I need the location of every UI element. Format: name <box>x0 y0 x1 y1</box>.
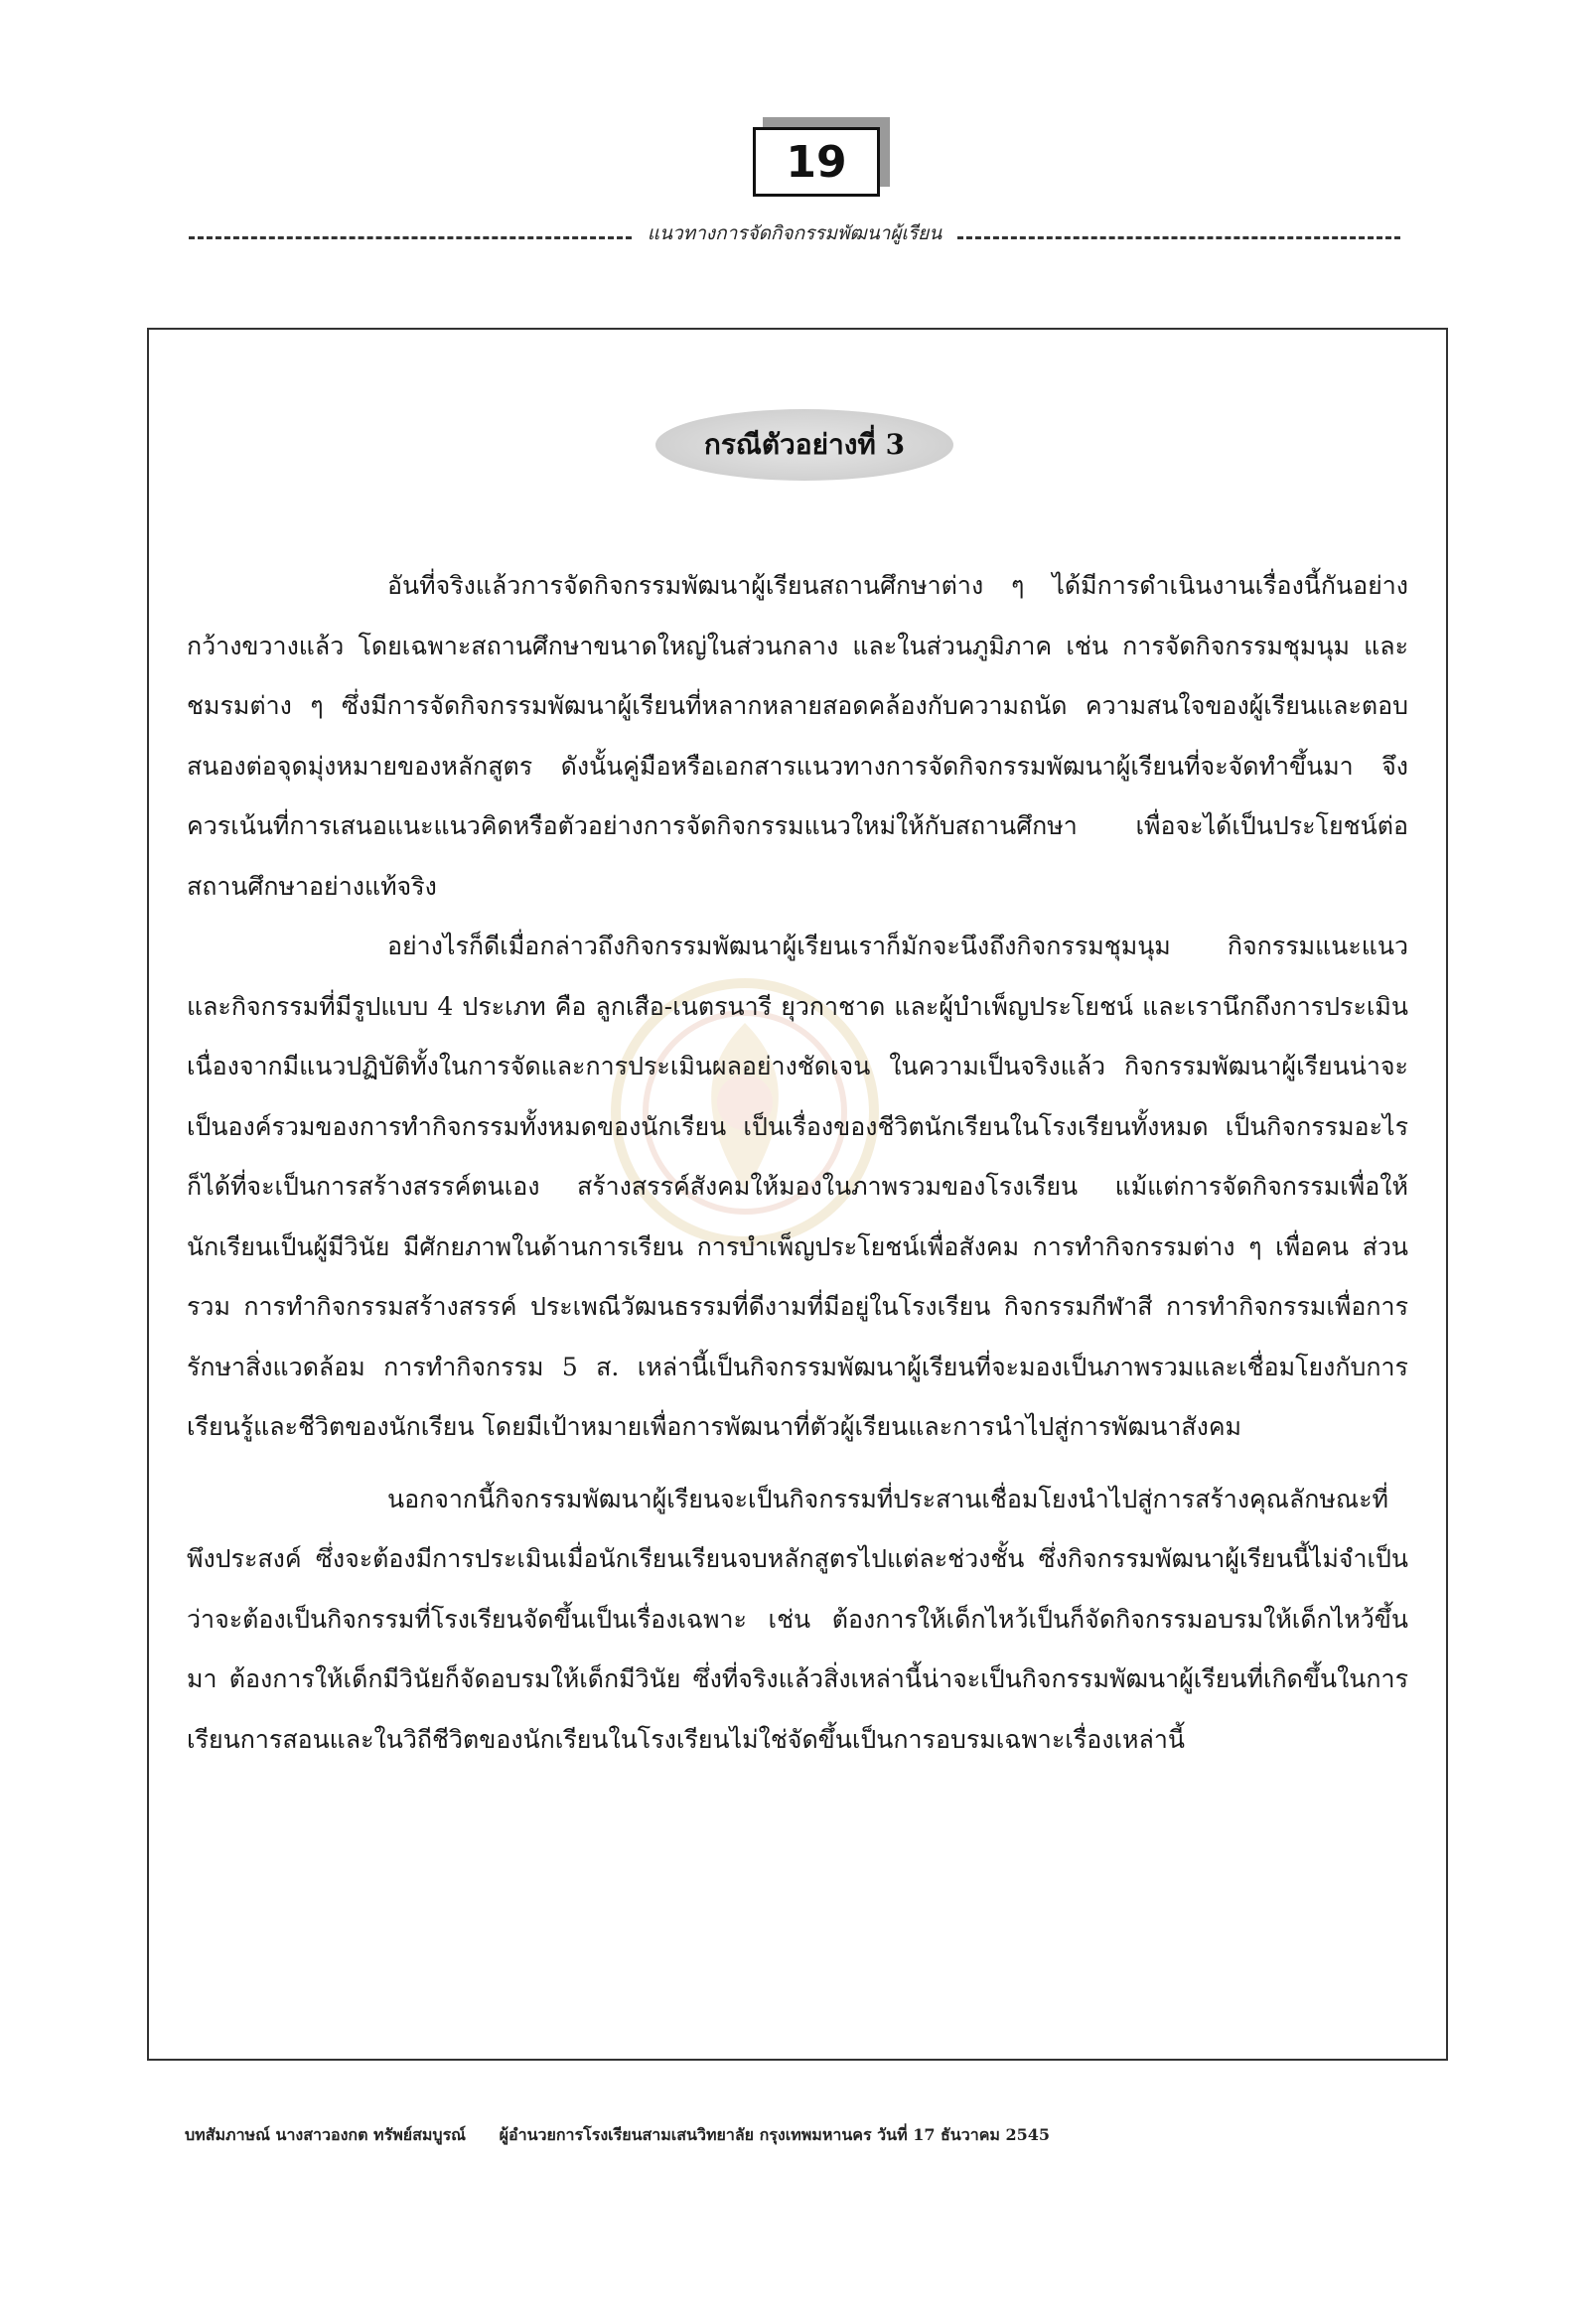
page-number: 19 <box>753 127 880 197</box>
footer <box>185 2123 1416 2148</box>
body-text <box>187 556 1408 1770</box>
footer-interview: บทสัมภาษณ์ นางสาวองกต ทรัพย์สมบูรณ์ <box>185 2125 467 2144</box>
header-rule-left <box>189 236 632 239</box>
case-title: กรณีตัวอย่างที่ 3 <box>655 409 953 481</box>
paragraph: อย่างไรก็ดีเมื่อกล่าวถึงกิจกรรมพัฒนาผู้เรียนเราก็มักจะนึงถึงกิจกรรมชุมนุม กิจกรรมแนะแนว และกิจกรรมที่มีรูปแบบ 4 ประเภท คือ ลูกเสือ-เนตรนารี ยุวกาชาด และผู้บำเพ็ญประโยชน์ และเรานึกถึงการประเมิน เนื่องจากมีแนวปฏิบัติทั้งในการจัดและการประเมินผลอย่างชัดเจน ในความเป็นจริงแล้ว กิจกรรมพัฒนาผู้เรียนน่าจะเป็นองค์รวมของการทำกิจกรรมทั้งหมดของนักเรียน เป็นเรื่องของชีวิตนักเรียนในโรงเรียนทั้งหมด เป็นกิจกรรมอะไรก็ได้ที่จะเป็นการสร้างสรรค์ตนเอง สร้างสรรค์สังคมให้มองในภาพรวมของโรงเรียน แม้แต่การจัดกิจกรรมเพื่อให้นักเรียนเป็นผู้มีวินัย มีศักยภาพในด้านการเรียน การบำเพ็ญประโยชน์เพื่อสังคม การทำกิจกรรมต่าง ๆ เพื่อคน ส่วนรวม การทำกิจกรรมสร้างสรรค์ ประเพณีวัฒนธรรมที่ดีงามที่มีอยู่ในโรงเรียน กิจกรรมกีฬาสี การทำกิจกรรมเพื่อการรักษาสิ่งแวดล้อม การทำกิจกรรม 5 ส. เหล่านี้เป็นกิจกรรมพัฒนาผู้เรียนที่จะมองเป็นภาพรวมและเชื่อมโยงกับการเรียนรู้และชีวิตของนักเรียน โดยมีเป้าหมายเพื่อการพัฒนาที่ตัวผู้เรียนและการนำไปสู่การพัฒนาสังคม <box>187 932 1408 1441</box>
paragraph: อันที่จริงแล้วการจัดกิจกรรมพัฒนาผู้เรียนสถานศึกษาต่าง ๆ ได้มีการดำเนินงานเรื่องนี้กันอย่างกว้างขวางแล้ว โดยเฉพาะสถานศึกษาขนาดใหญ่ในส่วนกลาง และในส่วนภูมิภาค เช่น การจัดกิจกรรมชุมนุม และชมรมต่าง ๆ ซึ่งมีการจัดกิจกรรมพัฒนาผู้เรียนที่หลากหลายสอดคล้องกับความถนัด ความสนใจของผู้เรียนและตอบสนองต่อจุดมุ่งหมายของหลักสูตร ดังนั้นคู่มือหรือเอกสารแนวทางการจัดกิจกรรมพัฒนาผู้เรียนที่จะจัดทำขึ้นมา จึงควรเน้นที่การเสนอแนะแนวคิดหรือตัวอย่างการจัดกิจกรรมแนวใหม่ให้กับสถานศึกษา เพื่อจะได้เป็นประโยชน์ต่อสถานศึกษาอย่างแท้จริง <box>187 571 1408 901</box>
footer-position: ผู้อำนวยการโรงเรียนสามเสนวิทยาลัย กรุงเทพมหานคร วันที่ 17 ธันวาคม 2545 <box>499 2125 1051 2144</box>
header-rule-right <box>957 236 1400 239</box>
running-header <box>189 214 1400 253</box>
running-header-title: แนวทางการจัดกิจกรรมพัฒนาผู้เรียน <box>647 222 943 244</box>
paragraph: นอกจากนี้กิจกรรมพัฒนาผู้เรียนจะเป็นกิจกรรมที่ประสานเชื่อมโยงนำไปสู่การสร้างคุณลักษณะที่พึงประสงค์ ซึ่งจะต้องมีการประเมินเมื่อนักเรียนเรียนจบหลักสูตรไปแต่ละช่วงชั้น ซึ่งกิจกรรมพัฒนาผู้เรียนนี้ไม่จำเป็นว่าจะต้องเป็นกิจกรรมที่โรงเรียนจัดขึ้นเป็นเรื่องเฉพาะ เช่น ต้องการให้เด็กไหว้เป็นก็จัดกิจกรรมอบรมให้เด็กไหว้ขึ้นมา ต้องการให้เด็กมีวินัยก็จัดอบรมให้เด็กมีวินัย ซึ่งที่จริงแล้วสิ่งเหล่านี้น่าจะเป็นกิจกรรมพัฒนาผู้เรียนที่เกิดขึ้นในการเรียนการสอนและในวิถีชีวิตของนักเรียนในโรงเรียนไม่ใช่จัดขึ้นเป็นการอบรมเฉพาะเรื่องเหล่านี้ <box>187 1484 1408 1754</box>
